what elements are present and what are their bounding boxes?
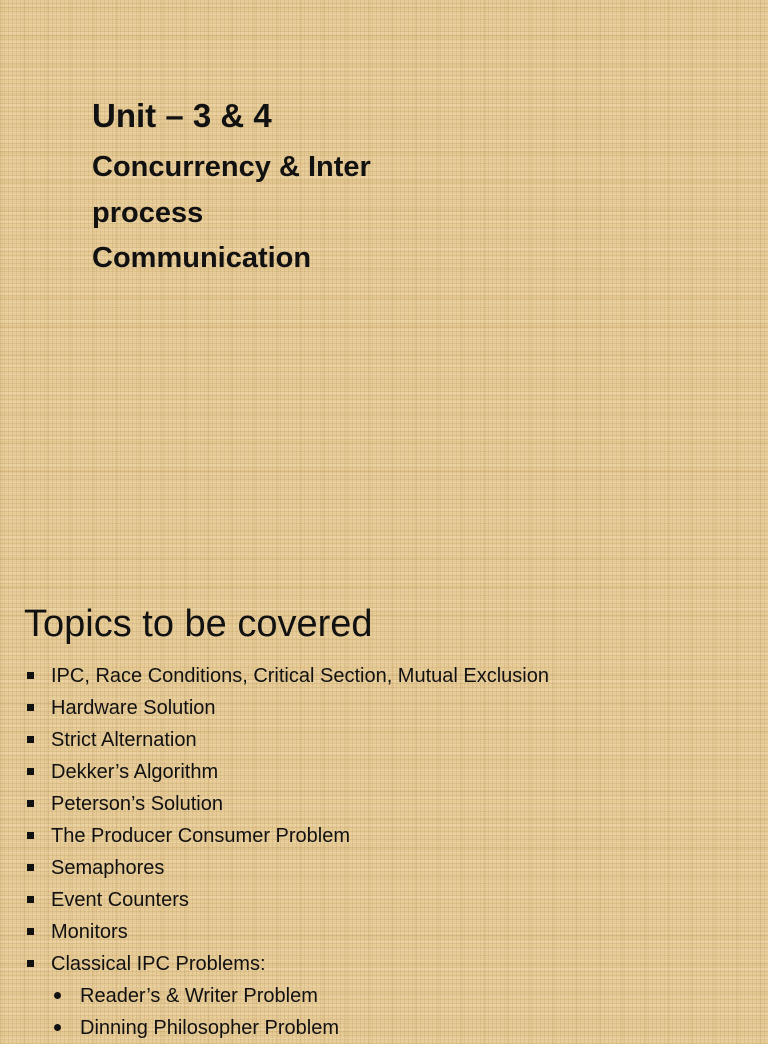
topic-item	[24, 756, 549, 788]
subtopic-item	[24, 1012, 549, 1044]
topic-label: Hardware Solution	[51, 697, 216, 719]
topic-item	[24, 852, 549, 884]
square-bullet-icon	[27, 896, 34, 903]
topic-label: Dekker’s Algorithm	[51, 761, 219, 783]
subtitle-line: Communication	[92, 242, 312, 274]
topic-item	[24, 660, 549, 692]
square-bullet-icon	[27, 832, 34, 839]
topic-label: IPC, Race Conditions, Critical Section, Mutual Exclusion	[51, 665, 549, 687]
topic-item	[24, 724, 549, 756]
topic-item	[24, 916, 549, 948]
topic-item	[24, 948, 549, 980]
square-bullet-icon	[27, 704, 34, 711]
subtopic-label: Dinning Philosopher Problem	[80, 1017, 340, 1039]
square-bullet-icon	[27, 736, 34, 743]
topic-item	[24, 692, 549, 724]
topics-slide	[0, 576, 768, 1039]
topic-item	[24, 820, 549, 852]
square-bullet-icon	[27, 800, 34, 807]
square-bullet-icon	[27, 768, 34, 775]
square-bullet-icon	[27, 864, 34, 871]
square-bullet-icon	[27, 960, 34, 967]
round-bullet-icon	[54, 992, 61, 999]
subtitle-line: Concurrency & Inter	[92, 151, 371, 183]
topic-item	[24, 884, 549, 916]
subtopic-label: Reader’s & Writer Problem	[80, 985, 318, 1007]
topic-item	[24, 788, 549, 820]
round-bullet-icon	[54, 1024, 61, 1031]
subtopic-item	[24, 980, 549, 1012]
topic-label: Monitors	[51, 921, 128, 943]
topic-label: Peterson’s Solution	[51, 793, 223, 815]
unit-title: Unit – 3 & 4	[92, 97, 272, 134]
topic-label: Semaphores	[51, 857, 165, 879]
topic-label: Strict Alternation	[51, 729, 197, 751]
topic-list	[24, 660, 549, 1044]
topic-label: Classical IPC Problems:	[51, 953, 266, 975]
topics-heading: Topics to be covered	[24, 603, 373, 645]
square-bullet-icon	[27, 672, 34, 679]
subtitle-line: process	[92, 196, 204, 229]
unit-subtitle	[92, 145, 492, 282]
topic-label: Event Counters	[51, 889, 189, 911]
square-bullet-icon	[27, 928, 34, 935]
topic-label: The Producer Consumer Problem	[51, 825, 351, 847]
